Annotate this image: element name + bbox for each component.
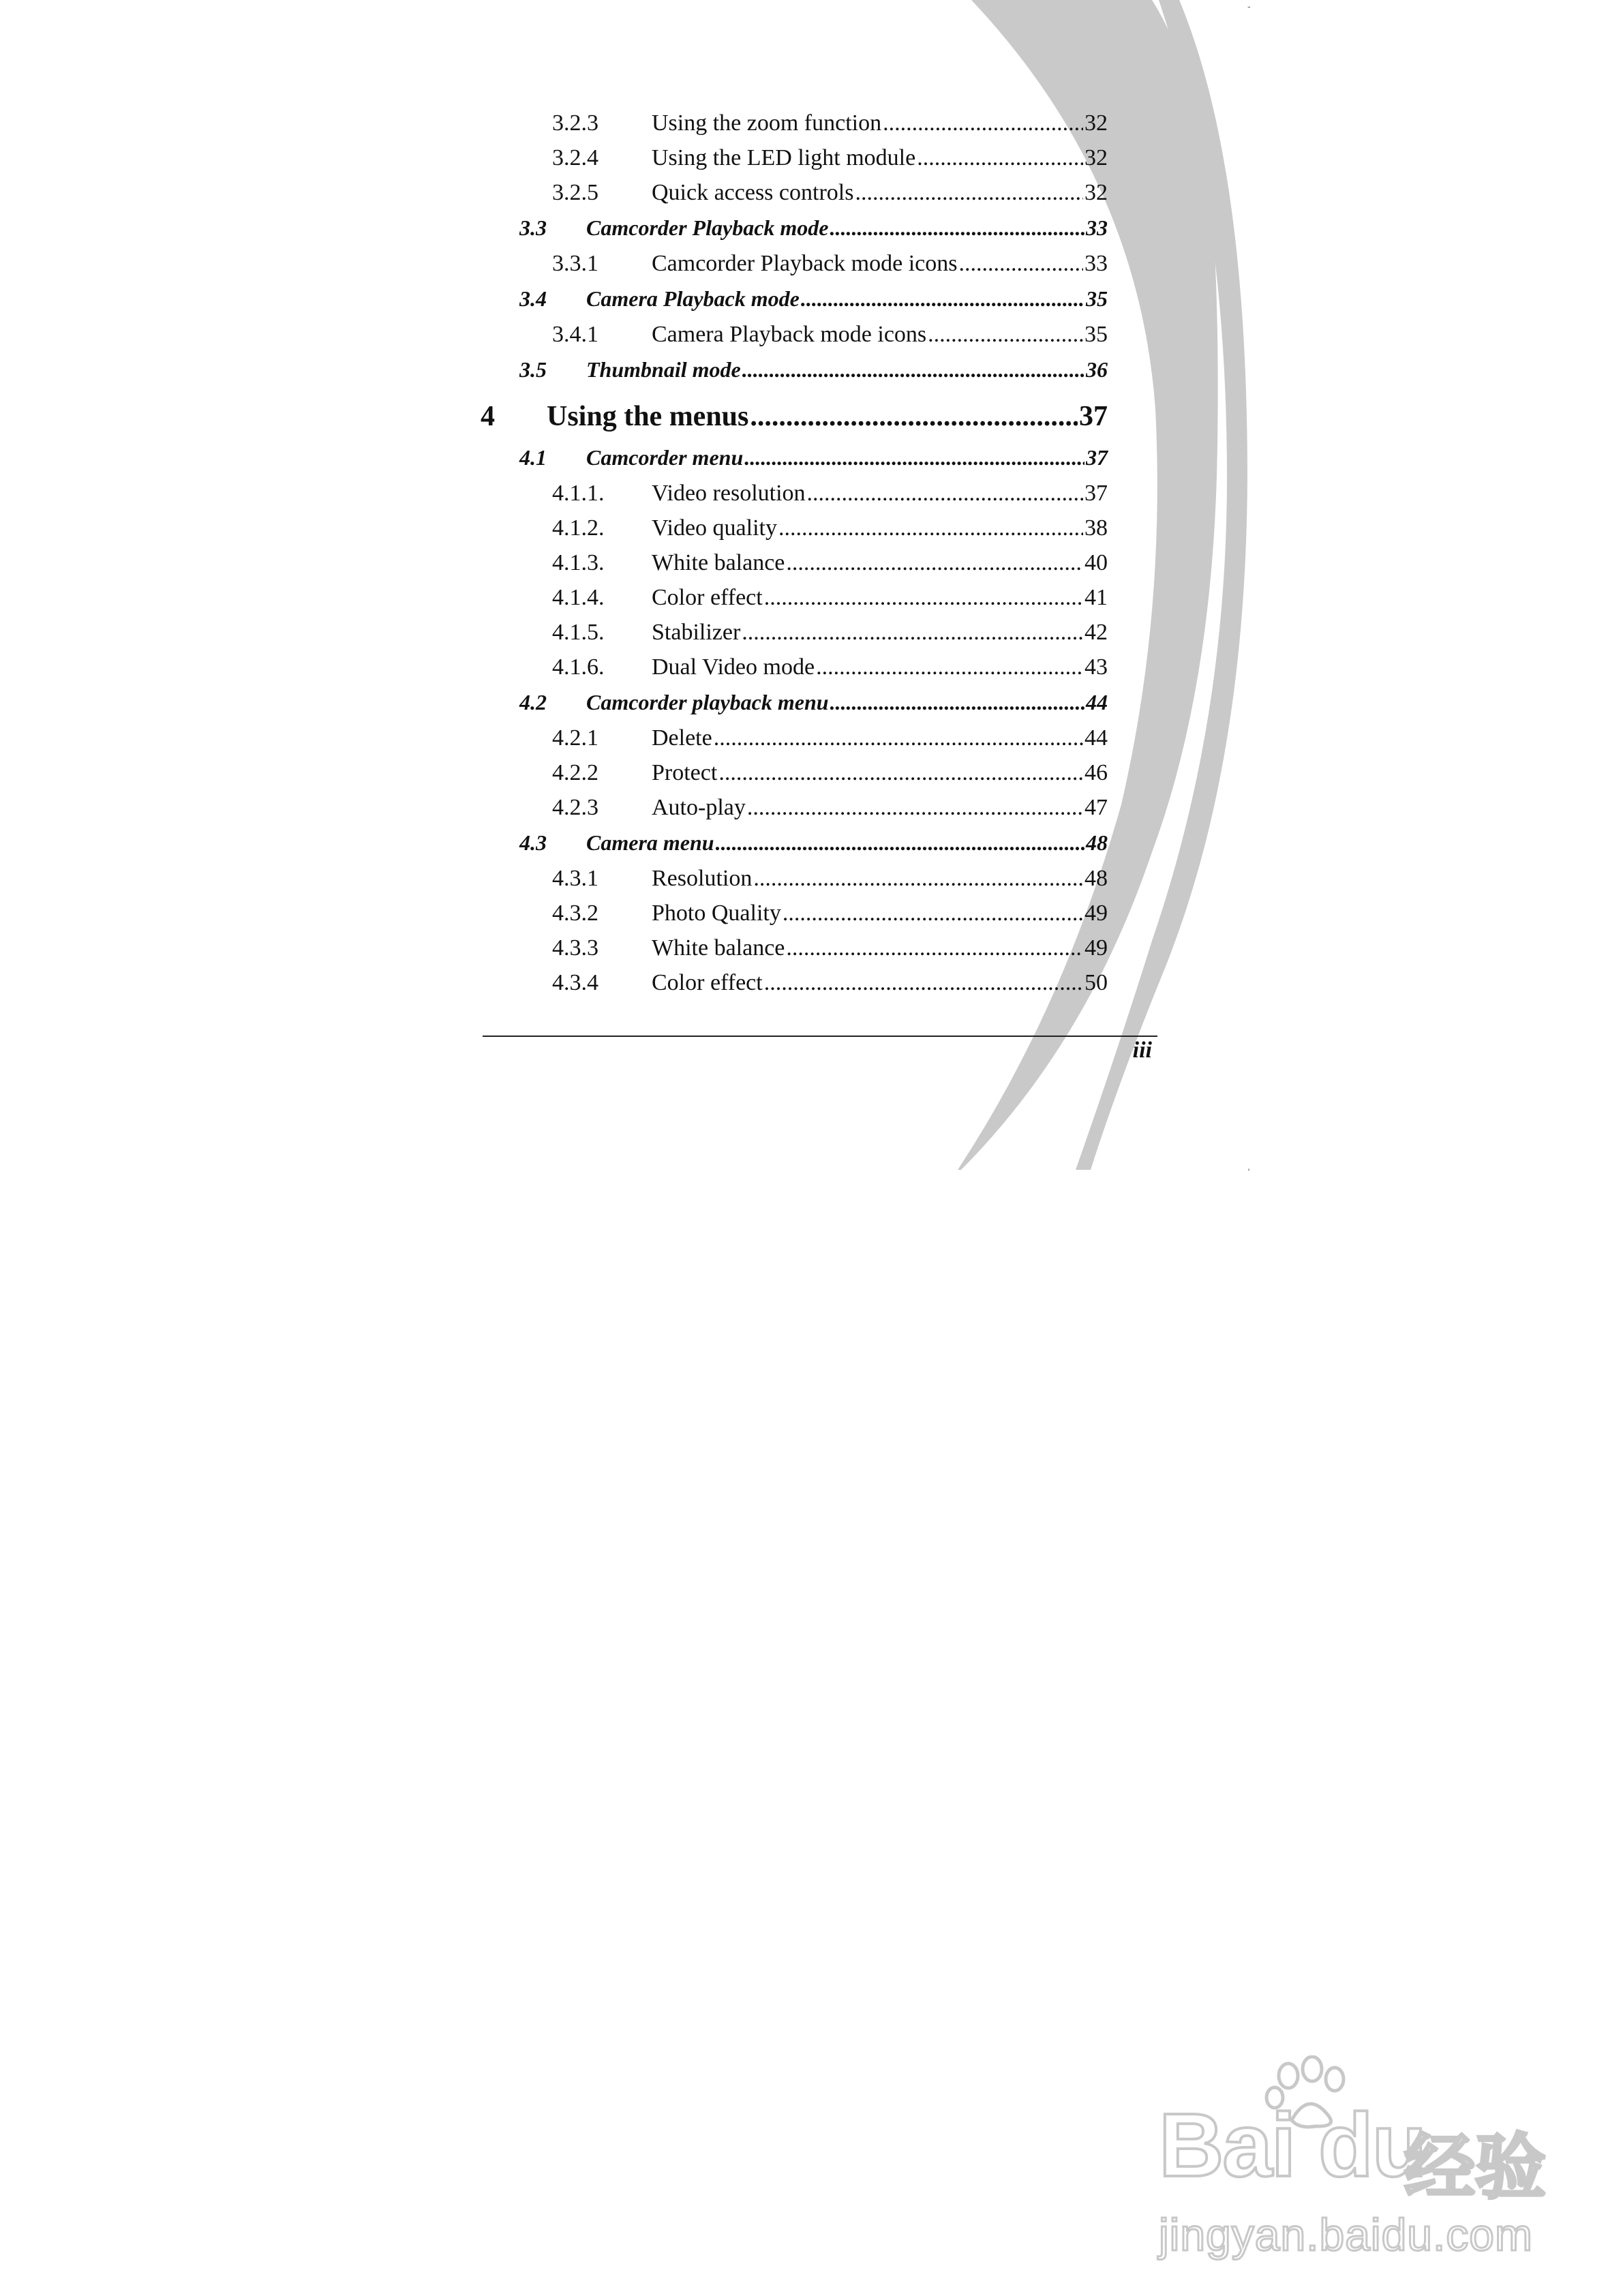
toc-entry-number: 3.3.1: [552, 251, 598, 276]
dot-leader: [714, 721, 1083, 755]
toc-entry-number: 4.2: [519, 690, 547, 714]
toc-entry-title: Auto-play: [652, 795, 746, 820]
toc-chapter[interactable]: [481, 396, 1108, 437]
dot-leader: [855, 175, 1083, 210]
toc-entry-title: Camera menu: [586, 830, 714, 855]
dot-leader: [816, 650, 1083, 684]
toc-entry-number: 3.3: [519, 215, 547, 240]
crop-mark: ,: [1247, 1161, 1250, 1172]
toc-entry-page: 49: [1084, 935, 1108, 961]
dot-leader: [786, 931, 1083, 965]
toc-entry[interactable]: [481, 175, 1108, 210]
toc-entry-title: Thumbnail mode: [586, 357, 741, 382]
toc-entry-title: Delete: [652, 725, 712, 751]
toc-entry-number: 3.4.1: [552, 322, 598, 347]
dot-leader: [830, 210, 1084, 246]
toc-entry-number: 4.1.4.: [552, 585, 605, 610]
dot-leader: [958, 246, 1083, 281]
dot-leader: [750, 396, 1078, 437]
toc-entry[interactable]: [481, 210, 1108, 246]
toc-entry-page: 32: [1084, 110, 1108, 136]
toc-entry-page: 40: [1084, 550, 1108, 575]
dot-leader: [830, 684, 1084, 721]
toc-entry[interactable]: [481, 755, 1108, 790]
toc-entry-number: 4.3.4: [552, 970, 598, 995]
toc-entry-number: 4.2.3: [552, 795, 598, 820]
toc-entry-title: Using the LED light module: [652, 145, 916, 170]
toc-entry-number: 3.2.3: [552, 110, 598, 136]
toc-entry-page: 44: [1086, 690, 1108, 714]
toc-entry-number: 4.2.1: [552, 725, 598, 751]
toc-entry[interactable]: [481, 615, 1108, 650]
watermark-brand: Bai du: [1159, 2095, 1426, 2195]
toc-entry-page: 46: [1084, 760, 1108, 785]
toc-entry-number: 4.2.2: [552, 760, 598, 785]
dot-leader: [742, 352, 1084, 388]
toc-entry[interactable]: [481, 140, 1108, 175]
toc-entry[interactable]: [481, 721, 1108, 755]
toc-entry-page: 37: [1086, 445, 1108, 470]
dot-leader: [716, 825, 1084, 861]
toc-entry-title: White balance: [652, 550, 785, 575]
toc-entry-title: Photo Quality: [652, 901, 781, 926]
toc-entry[interactable]: [481, 106, 1108, 140]
toc-entry-title: Video quality: [652, 515, 777, 541]
baidu-watermark: [1159, 2069, 1554, 2274]
dot-leader: [747, 790, 1083, 825]
toc-entry-number: 4.3: [519, 830, 547, 855]
dot-leader: [807, 476, 1083, 511]
toc-entry[interactable]: [481, 650, 1108, 684]
toc-entry-page: 48: [1084, 866, 1108, 891]
toc-entry[interactable]: [481, 246, 1108, 281]
toc-entry-page: 32: [1084, 180, 1108, 205]
toc-entry-number: 4.1: [519, 445, 547, 470]
toc-entry[interactable]: [481, 965, 1108, 1000]
table-of-contents: [481, 106, 1108, 1000]
dot-leader: [718, 755, 1083, 790]
page-number: iii: [1132, 1038, 1152, 1063]
dot-leader: [764, 580, 1083, 615]
dot-leader: [928, 317, 1083, 352]
toc-entry-number: 4.3.1: [552, 866, 598, 891]
dot-leader: [764, 965, 1083, 1000]
toc-entry-page: 38: [1084, 515, 1108, 541]
toc-entry-number: 4.1.2.: [552, 515, 605, 541]
toc-entry-page: 49: [1084, 901, 1108, 926]
toc-entry-number: 4.1.5.: [552, 620, 605, 645]
toc-entry[interactable]: [481, 861, 1108, 896]
toc-entry-page: 36: [1086, 357, 1108, 382]
toc-entry-page: 32: [1084, 145, 1108, 170]
toc-entry[interactable]: [481, 931, 1108, 965]
toc-entry-page: 43: [1084, 654, 1108, 680]
dot-leader: [778, 511, 1083, 545]
toc-entry-page: 35: [1086, 286, 1108, 311]
toc-entry-number: 4.1.1.: [552, 481, 605, 506]
toc-entry-page: 48: [1086, 830, 1108, 855]
toc-entry-title: Camcorder playback menu: [586, 690, 829, 714]
toc-entry-number: 4: [481, 401, 495, 432]
toc-entry-page: 44: [1084, 725, 1108, 751]
toc-entry-page: 37: [1084, 481, 1108, 506]
page-edge: [1251, 0, 1623, 1170]
toc-entry-title: Color effect: [652, 970, 763, 995]
toc-entry-title: Protect: [652, 760, 718, 785]
toc-entry-page: 47: [1084, 795, 1108, 820]
footer-rule: [483, 1036, 1157, 1037]
toc-entry-title: Using the zoom function: [652, 110, 882, 136]
toc-entry[interactable]: [481, 825, 1108, 861]
toc-entry[interactable]: [481, 317, 1108, 352]
toc-entry-title: Stabilizer: [652, 620, 741, 645]
dot-leader: [917, 140, 1083, 175]
dot-leader: [783, 896, 1083, 931]
toc-entry[interactable]: [481, 281, 1108, 317]
toc-entry-title: White balance: [652, 935, 785, 961]
toc-entry-number: 3.2.5: [552, 180, 598, 205]
dot-leader: [801, 281, 1084, 317]
toc-entry-page: 35: [1084, 322, 1108, 347]
toc-entry[interactable]: [481, 352, 1108, 388]
toc-entry[interactable]: [481, 440, 1108, 476]
toc-entry-number: 4.1.3.: [552, 550, 605, 575]
toc-entry-title: Camera Playback mode: [586, 286, 800, 311]
toc-entry[interactable]: [481, 476, 1108, 511]
toc-entry[interactable]: [481, 790, 1108, 825]
toc-entry-title: Camcorder menu: [586, 445, 744, 470]
toc-entry-title: Color effect: [652, 585, 763, 610]
toc-entry[interactable]: [481, 511, 1108, 545]
dot-leader: [786, 545, 1083, 580]
toc-entry-page: 33: [1086, 215, 1108, 240]
watermark-cn: 经验: [1404, 2126, 1547, 2209]
toc-entry-title: Camera Playback mode icons: [652, 322, 927, 347]
toc-entry[interactable]: [481, 545, 1108, 580]
watermark-url: jingyan.baidu.com: [1159, 2209, 1533, 2260]
toc-entry-page: 37: [1079, 401, 1108, 432]
toc-entry-title: Quick access controls: [652, 180, 854, 205]
toc-entry-number: 4.3.2: [552, 901, 598, 926]
toc-entry-page: 50: [1084, 970, 1108, 995]
toc-entry-number: 4.1.6.: [552, 654, 605, 680]
toc-entry-page: 42: [1084, 620, 1108, 645]
toc-entry-title: Camcorder Playback mode: [586, 215, 829, 240]
toc-entry-page: 41: [1084, 585, 1108, 610]
dot-leader: [742, 615, 1083, 650]
toc-entry-number: 3.2.4: [552, 145, 598, 170]
dot-leader: [744, 440, 1084, 476]
dot-leader: [753, 861, 1083, 896]
toc-entry-title: Camcorder Playback mode icons: [652, 251, 958, 276]
toc-entry-page: 33: [1084, 251, 1108, 276]
dot-leader: [883, 106, 1083, 140]
toc-entry-title: Dual Video mode: [652, 654, 815, 680]
toc-entry-number: 4.3.3: [552, 935, 598, 961]
toc-entry[interactable]: [481, 896, 1108, 931]
toc-entry-title: Resolution: [652, 866, 753, 891]
toc-entry[interactable]: [481, 580, 1108, 615]
crop-mark: -: [1247, 1, 1251, 12]
toc-entry-number: 3.4: [519, 286, 547, 311]
toc-entry-title: Using the menus: [547, 401, 749, 432]
toc-entry-number: 3.5: [519, 357, 547, 382]
toc-entry[interactable]: [481, 684, 1108, 721]
toc-entry-title: Video resolution: [652, 481, 806, 506]
